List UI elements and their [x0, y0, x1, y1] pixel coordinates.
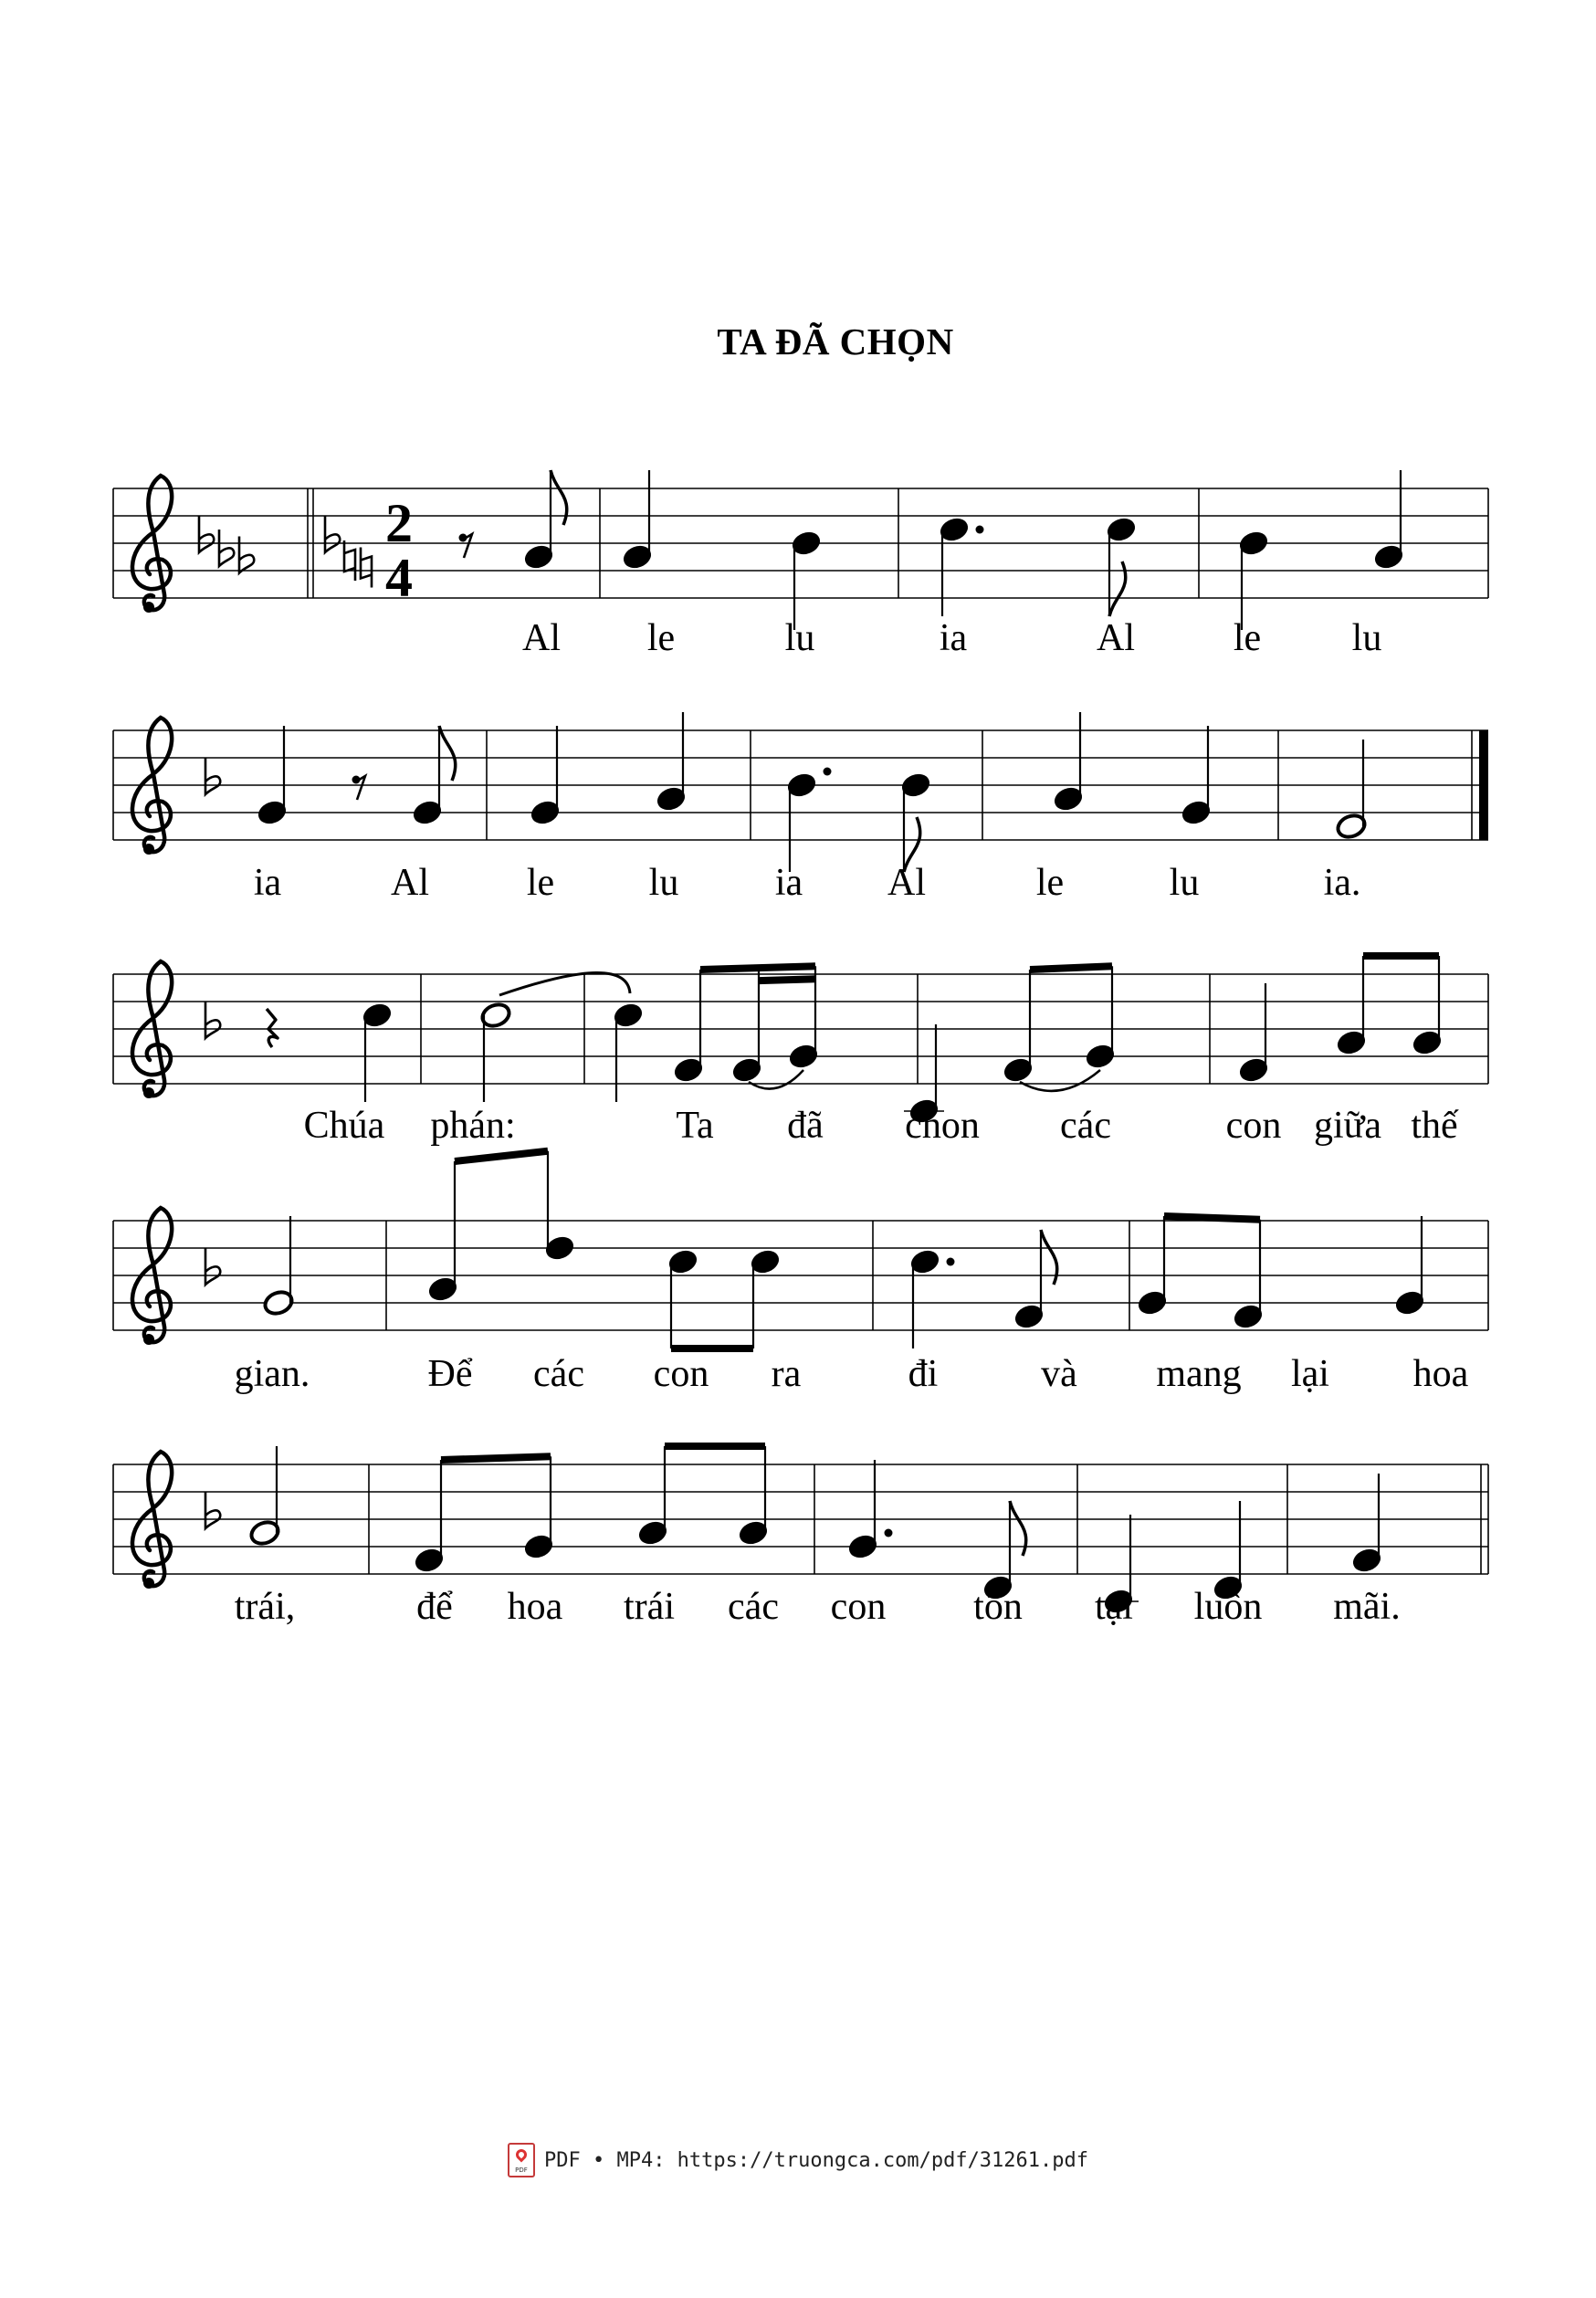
- flag: [551, 470, 567, 525]
- flat-icon: [205, 1002, 220, 1038]
- staff-system: [113, 1151, 1488, 1348]
- lyric-syllable: le: [526, 862, 555, 904]
- beam: [441, 1456, 551, 1460]
- lyric-syllable: ia: [774, 862, 803, 904]
- lyric-syllable: ra: [771, 1353, 802, 1395]
- lyric-syllable: giữa: [1313, 1105, 1382, 1147]
- flag: [1010, 1501, 1026, 1556]
- lyric-syllable: các: [533, 1353, 584, 1395]
- staff-system: [113, 712, 1488, 872]
- flag: [1041, 1230, 1057, 1285]
- lyric-syllable: Al: [391, 862, 429, 904]
- slur: [1020, 1070, 1100, 1091]
- flat-icon: [205, 758, 220, 794]
- pdf-file-icon[interactable]: PDF: [508, 2143, 535, 2177]
- flat-icon: [219, 530, 234, 566]
- eighth-rest-icon: [352, 776, 366, 801]
- lyric-syllable: tại: [1095, 1586, 1133, 1628]
- natural-icon: [344, 540, 355, 581]
- lyric-syllable: mãi.: [1333, 1586, 1401, 1628]
- lyric-syllable: Al: [887, 862, 926, 904]
- dot: [947, 1258, 955, 1266]
- lyric-syllable: tồn: [973, 1586, 1023, 1628]
- lyric-syllable: lu: [1351, 617, 1382, 659]
- lyric-syllable: lu: [648, 862, 679, 904]
- lyric-syllable: Chúa: [303, 1105, 385, 1147]
- lyric-syllable: đi: [908, 1353, 939, 1395]
- flat-icon: [239, 537, 254, 573]
- treble-clef-icon: [132, 476, 172, 613]
- lyric-syllable: hoa: [1412, 1353, 1469, 1395]
- lyric-syllable: chon: [905, 1105, 980, 1147]
- lyric-syllable: le: [1035, 862, 1065, 904]
- lyric-syllable: le: [1233, 617, 1262, 659]
- lyric-syllable: con: [653, 1353, 709, 1395]
- lyric-syllable: ia: [939, 617, 968, 659]
- lyric-syllable: thế: [1411, 1105, 1458, 1147]
- lyric-syllable: Để: [427, 1353, 473, 1395]
- time-signature-bottom: 4: [385, 548, 413, 608]
- treble-clef-icon: [132, 961, 172, 1098]
- staff-system: [113, 470, 1488, 630]
- lyric-syllable: Al: [522, 617, 561, 659]
- lyric-syllable: lại: [1291, 1353, 1329, 1395]
- treble-clef-icon: [132, 718, 172, 855]
- treble-clef-icon: [132, 1452, 172, 1589]
- lyric-syllable: Ta: [676, 1105, 714, 1147]
- lyric-syllable: các: [728, 1586, 779, 1628]
- lyric-syllable: trái: [624, 1586, 675, 1628]
- final-barline-thick: [1479, 730, 1488, 840]
- tie: [499, 972, 630, 995]
- beam: [1164, 1216, 1260, 1220]
- lyric-syllable: và: [1041, 1353, 1077, 1395]
- lyric-syllable: các: [1060, 1105, 1111, 1147]
- flag: [1109, 561, 1126, 616]
- lyric-syllable: ia.: [1323, 862, 1361, 904]
- dot: [885, 1529, 893, 1537]
- flat-icon: [199, 516, 214, 552]
- lyric-syllable: gian.: [234, 1353, 310, 1395]
- beam: [700, 966, 815, 970]
- footer-link[interactable]: PDF • MP4: https://truongca.com/pdf/31261.pdf: [543, 2148, 1089, 2172]
- lyric-syllable: phán:: [430, 1105, 516, 1147]
- staff-system: [113, 1446, 1488, 1616]
- lyric-syllable: luôn: [1193, 1586, 1263, 1628]
- lyric-syllable: đã: [787, 1105, 824, 1147]
- song-title: TA ĐÃ CHỌN: [717, 320, 954, 362]
- lyric-syllable: con: [830, 1586, 887, 1628]
- flat-icon: [325, 516, 340, 552]
- lyric-syllable: lu: [784, 617, 815, 659]
- beam: [455, 1151, 548, 1161]
- staff-system: [113, 956, 1488, 1126]
- flat-icon: [205, 1492, 220, 1528]
- lyric-syllable: trái,: [234, 1586, 296, 1628]
- treble-clef-icon: [132, 1208, 172, 1345]
- lyric-syllable: le: [646, 617, 676, 659]
- lyric-syllable: ia: [253, 862, 282, 904]
- quarter-rest-icon: [267, 1009, 278, 1047]
- lyric-syllable: con: [1225, 1105, 1282, 1147]
- beam: [759, 979, 815, 981]
- eighth-rest-icon: [459, 534, 473, 559]
- lyric-syllable: mang: [1156, 1353, 1242, 1395]
- dot: [976, 526, 984, 534]
- time-signature-top: 2: [385, 493, 413, 553]
- flat-icon: [205, 1248, 220, 1285]
- lyric-syllable: để: [416, 1586, 453, 1628]
- lyric-syllable: hoa: [507, 1586, 563, 1628]
- beam: [1030, 966, 1112, 970]
- lyric-syllable: Al: [1097, 617, 1135, 659]
- natural-icon: [361, 548, 372, 588]
- lyric-syllable: lu: [1169, 862, 1200, 904]
- footer: [0, 2142, 1596, 2178]
- flag: [439, 726, 456, 781]
- dot: [824, 768, 832, 776]
